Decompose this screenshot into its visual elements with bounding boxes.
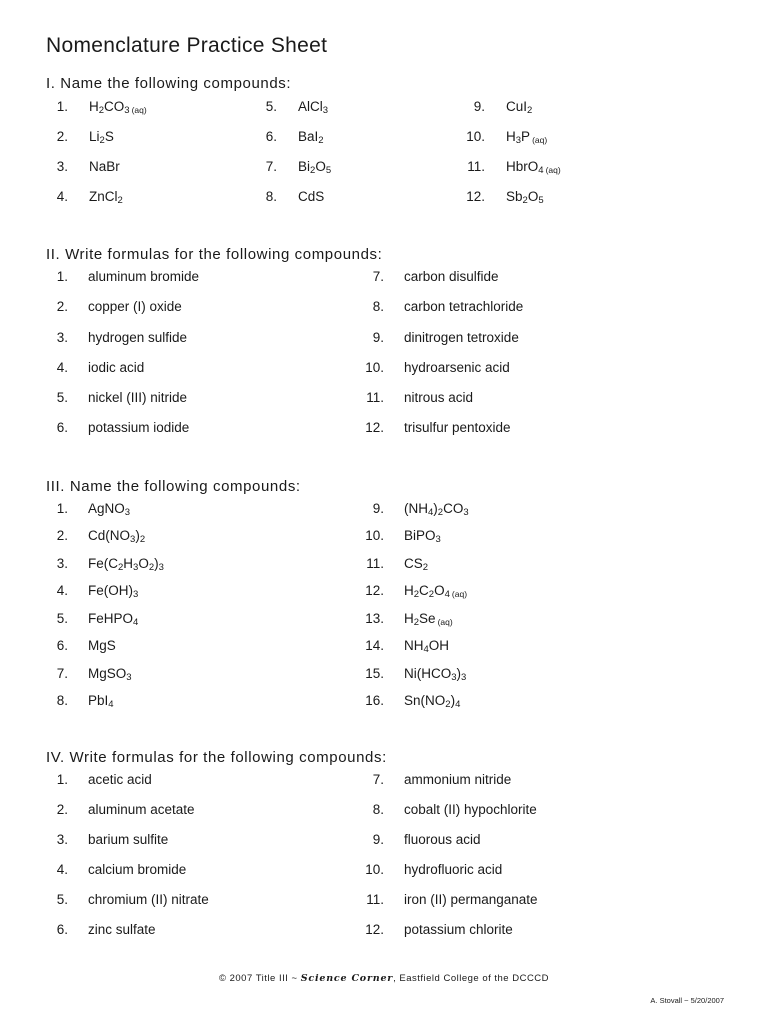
list-item: 7. $Bi_2O_5$ xyxy=(265,159,332,176)
list-item: 11. iron (II) permanganate xyxy=(366,892,538,907)
list-item: 3. barium sulfite xyxy=(56,832,169,847)
list-item: 7. ammonium nitride xyxy=(372,772,512,787)
section-3-heading: III. Name the following compounds: xyxy=(46,478,301,495)
list-item: 8. carbon tetrachloride xyxy=(372,299,524,314)
list-item: 2. $Cd(NO_3)_2$ xyxy=(56,528,146,545)
footer-brand: Science Corner xyxy=(300,973,394,984)
list-item: 2. $Li_2S$ xyxy=(56,129,114,146)
list-item: 6. potassium iodide xyxy=(56,420,190,435)
list-item: 8. CdS xyxy=(265,189,325,204)
list-item: 3. NaBr xyxy=(56,159,120,174)
list-item: 4. $Fe(OH)_3$ xyxy=(56,583,139,600)
footer-suffix: , Eastfield College of the DCCCD xyxy=(393,973,550,984)
list-item: 2. copper (I) oxide xyxy=(56,299,182,314)
list-item: 6. MgS xyxy=(56,638,116,653)
list-item: 4. iodic acid xyxy=(56,360,145,375)
page-title: Nomenclature Practice Sheet xyxy=(46,34,328,57)
list-item: 9. CuI$_2$ xyxy=(473,99,533,116)
list-item: 3. $Fe(C_2H_3O_2)_3$ xyxy=(56,556,164,573)
list-item: 2. aluminum acetate xyxy=(56,802,195,817)
list-item: 5. FeHPO$_4$ xyxy=(56,611,139,628)
list-item: 4. ZnCl$_2$ xyxy=(56,189,123,206)
footer-copyright xyxy=(0,973,768,984)
list-item: 1. AgNO$_3$ xyxy=(56,501,131,518)
list-item: 8. PbI$_4$ xyxy=(56,693,114,710)
list-item: 9. dinitrogen tetroxide xyxy=(372,330,519,345)
list-item: 7. MgSO$_3$ xyxy=(56,666,132,683)
list-item: 1. $H_2CO_3$ (aq) xyxy=(56,99,147,116)
list-item: 15. $Ni(HCO_3)_3$ xyxy=(365,666,467,683)
list-item: 1. acetic acid xyxy=(56,772,152,787)
list-item: 16. $Sn(NO_2)_4$ xyxy=(365,693,461,710)
list-item: 10. $H_3P$ (aq) xyxy=(466,129,548,146)
list-item: 4. calcium bromide xyxy=(56,862,187,877)
section-2-heading: II. Write formulas for the following compounds: xyxy=(46,246,383,263)
list-item: 9. fluorous acid xyxy=(372,832,481,847)
list-item: 13. $H_2Se$ (aq) xyxy=(365,611,453,628)
list-item: 7. carbon disulfide xyxy=(372,269,499,284)
author-signature: A. Stovall ~ 5/20/2007 xyxy=(650,996,724,1005)
list-item: 8. cobalt (II) hypochlorite xyxy=(372,802,537,817)
list-item: 11. nitrous acid xyxy=(366,390,474,405)
list-item: 5. AlCl$_3$ xyxy=(265,99,329,116)
list-item: 10. hydroarsenic acid xyxy=(365,360,510,375)
list-item: 12. trisulfur pentoxide xyxy=(365,420,511,435)
list-item: 10. hydrofluoric acid xyxy=(365,862,503,877)
list-item: 12. $H_2C_2O_4$ (aq) xyxy=(365,583,468,600)
footer-prefix: © 2007 Title III ~ xyxy=(218,973,301,984)
section-1-heading: I. Name the following compounds: xyxy=(46,75,292,92)
list-item: 1. aluminum bromide xyxy=(56,269,200,284)
list-item: 6. BaI$_2$ xyxy=(265,129,324,146)
list-item: 5. chromium (II) nitrate xyxy=(56,892,209,907)
section-4-heading: IV. Write formulas for the following compounds: xyxy=(46,749,387,766)
list-item: 3. hydrogen sulfide xyxy=(56,330,188,345)
list-item: 10. BiPO$_3$ xyxy=(365,528,441,545)
list-item: 12. $Sb_2O_5$ xyxy=(466,189,544,206)
list-item: 11. HbrO$_4$ (aq) xyxy=(467,159,561,176)
list-item: 6. zinc sulfate xyxy=(56,922,156,937)
list-item: 14. $NH_4OH$ xyxy=(365,638,450,655)
list-item: 12. potassium chlorite xyxy=(365,922,513,937)
list-item: 11. $CS_2$ xyxy=(366,556,429,573)
list-item: 5. nickel (III) nitride xyxy=(56,390,188,405)
list-item: 9. $(NH_4)_2CO_3$ xyxy=(372,501,469,518)
